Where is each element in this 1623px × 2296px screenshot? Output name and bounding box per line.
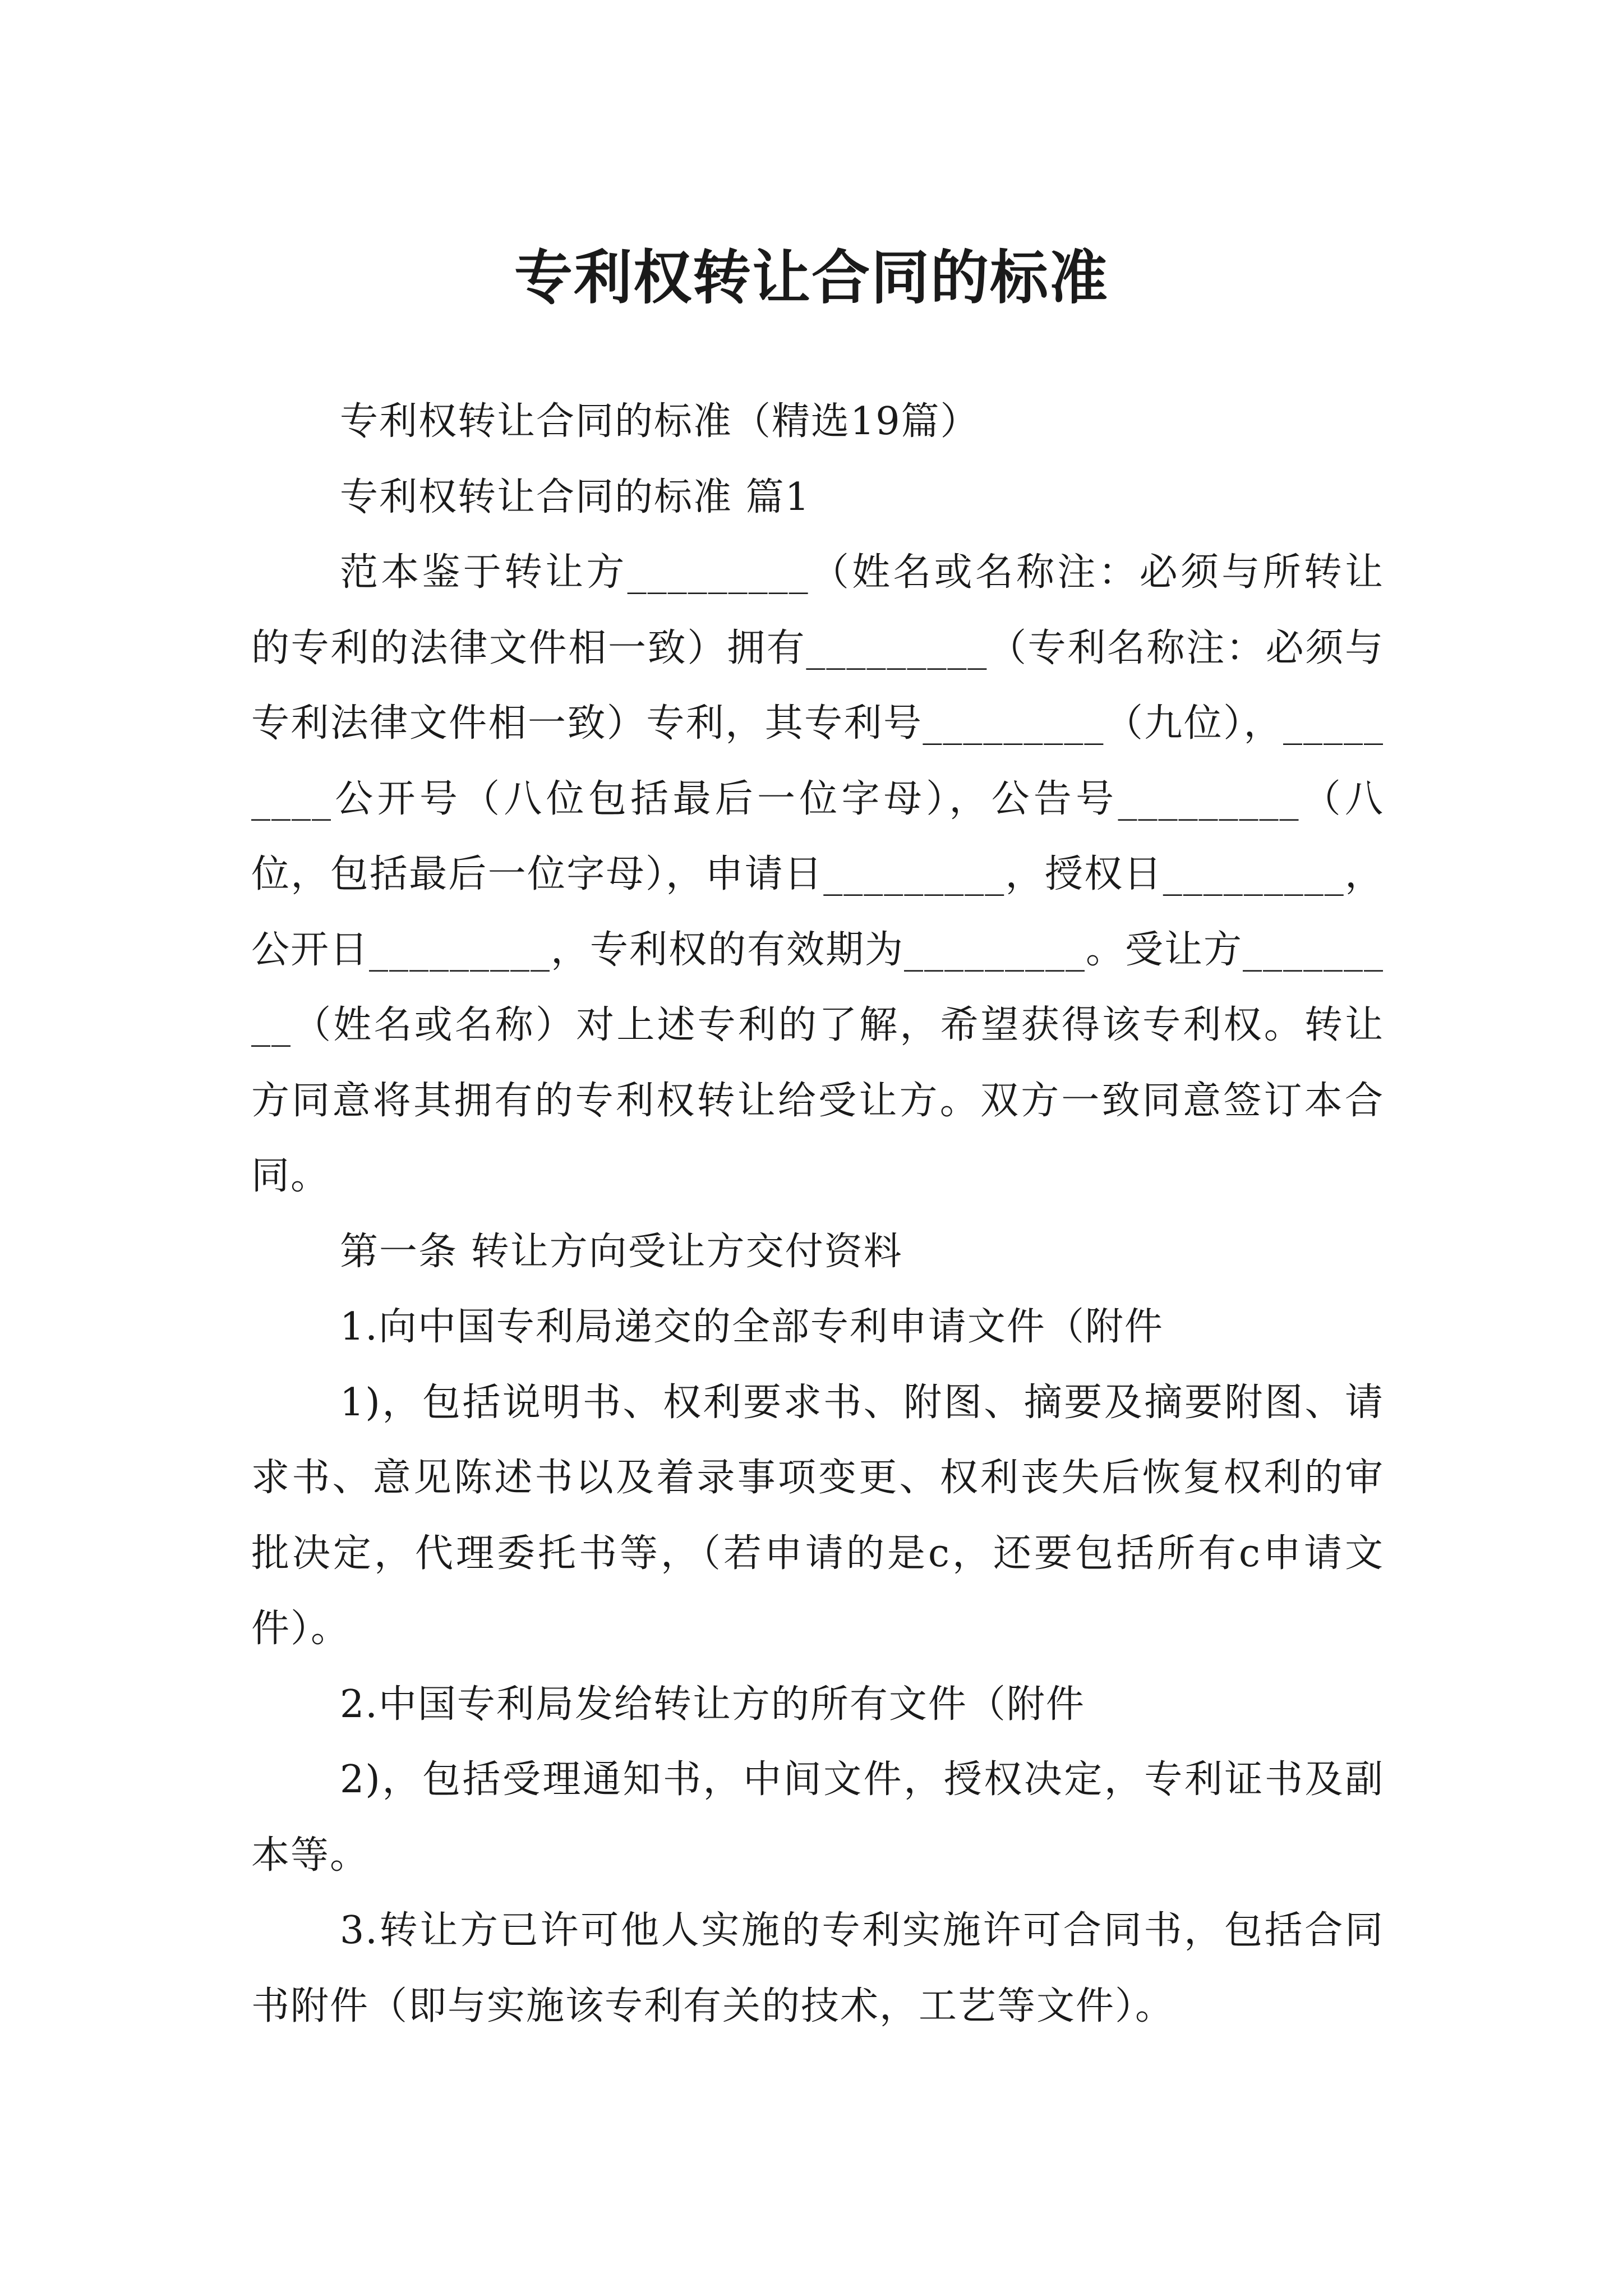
- document-body: [251, 384, 1384, 2044]
- document-title: 专利权转让合同的标准: [514, 242, 1109, 312]
- clause-3: 3.转让方已许可他人实施的专利实施许可合同书，包括合同书附件（即与实施该专利有关的技术，工艺等文件）。: [251, 1908, 1384, 2028]
- clause-1-line: 1.向中国专利局递交的全部专利申请文件（附件: [340, 1305, 1164, 1349]
- section-heading: 专利权转让合同的标准 篇1: [340, 475, 810, 519]
- article-heading: 第一条 转让方向受让方交付资料: [340, 1229, 903, 1274]
- preamble-paragraph: 范本鉴于转让方_________（姓名或名称注：必须与所转让的专利的法律文件相一致）拥有_________（专利名称注：必须与专利法律文件相一致）专利，其专利号_________（九位），_________公开号（八位包括最后一位字母），公告号_________（八位，包括最后一位字母），申请日_________，授权日_________，公开日_________，专利权的有效期为_________。受让方_________（姓名或名称）对上述专利的了解，希望获得该专利权。转让方同意将其拥有的专利权转让给受让方。双方一致同意签订本合同。: [251, 550, 1385, 1198]
- subtitle: 专利权转让合同的标准（精选19篇）: [340, 399, 980, 444]
- clause-2-detail: 2)，包括受理通知书，中间文件，授权决定，专利证书及副本等。: [251, 1757, 1384, 1878]
- clause-2-line: 2.中国专利局发给转让方的所有文件（附件: [340, 1682, 1085, 1727]
- clause-1-detail: 1)，包括说明书、权利要求书、附图、摘要及摘要附图、请求书、意见陈述书以及着录事项变更、权利丧失后恢复权利的审批决定，代理委托书等，（若申请的是c，还要包括所有c申请文件）。: [251, 1380, 1384, 1651]
